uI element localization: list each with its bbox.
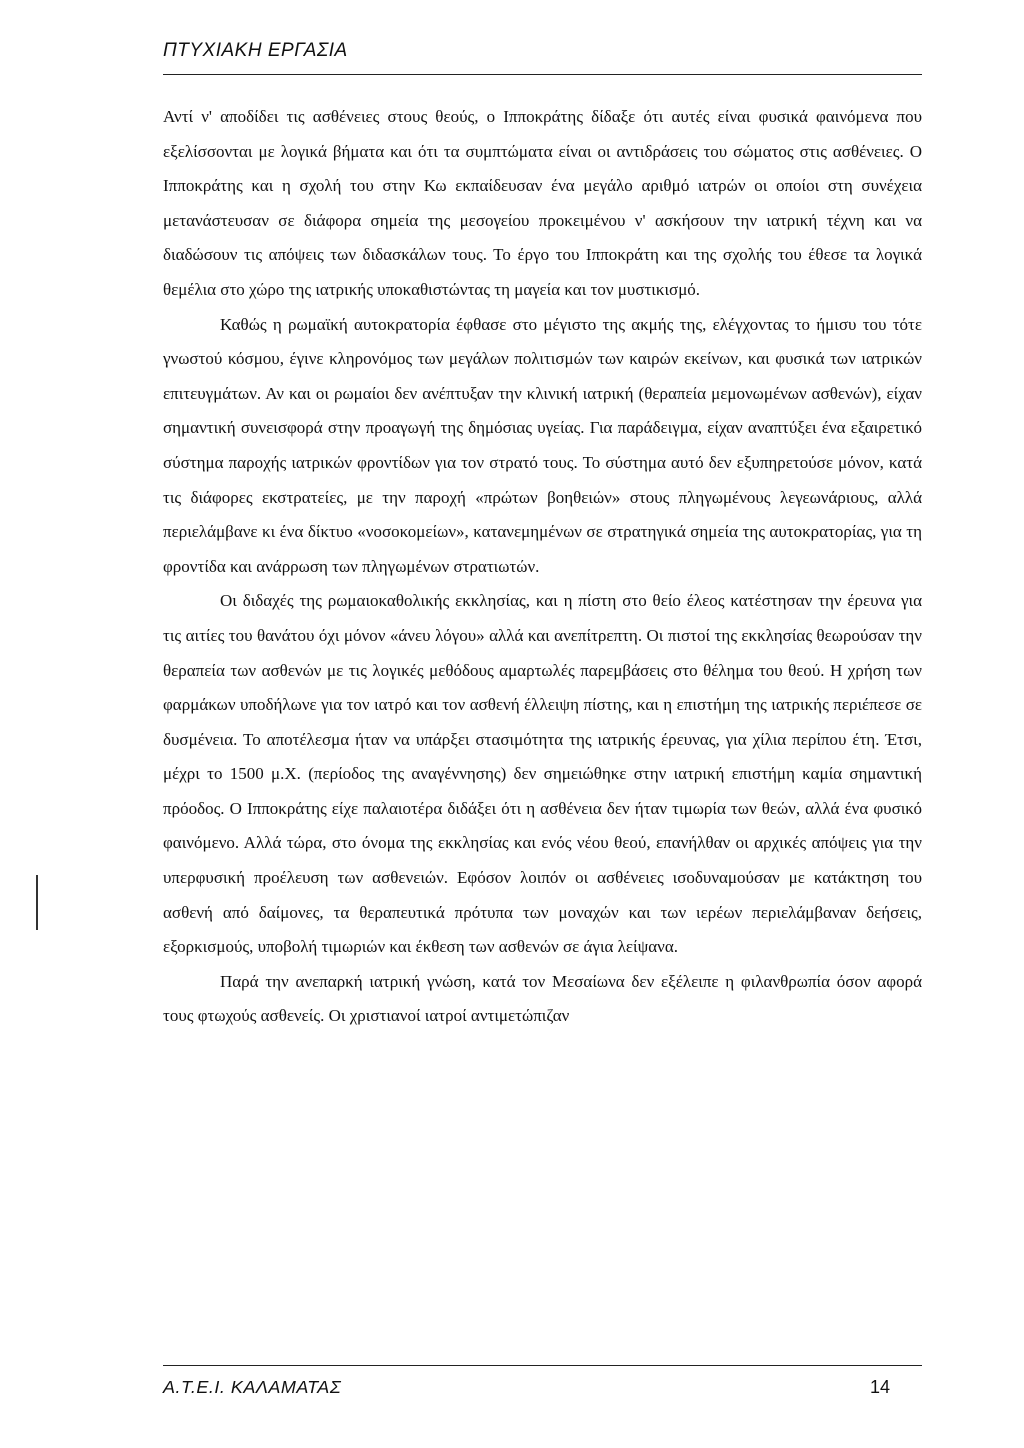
page-header-title: ΠΤΥΧΙΑΚΗ ΕΡΓΑΣΙΑ bbox=[163, 40, 348, 61]
footer-rule bbox=[163, 1365, 922, 1366]
paragraph: Καθώς η ρωμαϊκή αυτοκρατορία έφθασε στο μέγιστο της ακμής της, ελέγχοντας το ήμισυ του τότε γνωστού κόσμου, έγινε κληρονόμος των μεγάλων πολιτισμών των καιρών εκείνων, και φυσικά των ιατρικών επιτευγμάτων. Αν και οι ρωμαίοι δεν ανέπτυξαν την κλινική ιατρική (θεραπεία μεμονωμένων ασθενών), είχαν σημαντική συνεισφορά στην προαγωγή της δημόσιας υγείας. Για παράδειγμα, είχαν αναπτύξει ένα εξαιρετικό σύστημα παροχής ιατρικών φροντίδων για τον στρατό τους. Το σύστημα αυτό δεν εξυπηρετούσε μόνον, κατά τις διάφορες εκστρατείες, με την παροχή «πρώτων βοηθειών» στους πληγωμένους λεγεωνάριους, αλλά περιελάμβανε κι ένα δίκτυο «νοσοκομείων», κατανεμημένων σε στρατηγικά σημεία της αυτοκρατορίας, για τη φροντίδα και ανάρρωση των πληγωμένων στρατιωτών. bbox=[163, 314, 922, 576]
header-rule bbox=[163, 74, 922, 75]
change-bar bbox=[36, 875, 38, 930]
page-body bbox=[163, 100, 922, 1034]
page-number: 14 bbox=[870, 1377, 891, 1397]
paragraph: Αντί ν' αποδίδει τις ασθένειες στους θεούς, ο Ιπποκράτης δίδαξε ότι αυτές είναι φυσικά φαινόμενα που εξελίσσονται με λογικά βήματα και ότι τα συμπτώματα είναι οι αντιδράσεις του σώματος στις ασθένειες. Ο Ιπποκράτης και η σχολή του στην Κω εκπαίδευσαν ένα μεγάλο αριθμό ιατρών οι οποίοι στη συνέχεια μετανάστευσαν σε διάφορα σημεία της μεσογείου προκειμένου ν' ασκήσουν την ιατρική τέχνη και να διαδώσουν τις απόψεις των διδασκάλων τους. Το έργο του Ιπποκράτη και της σχολής του έθεσε τα λογικά θεμέλια στο χώρο της ιατρικής υποκαθιστώντας τη μαγεία και τον μυστικισμό. bbox=[163, 107, 922, 299]
footer-institution: Α.Τ.Ε.Ι. ΚΑΛΑΜΑΤΑΣ bbox=[163, 1377, 342, 1397]
paragraph: Οι διδαχές της ρωμαιοκαθολικής εκκλησίας, και η πίστη στο θείο έλεος κατέστησαν την έρευνα για τις αιτίες του θανάτου όχι μόνον «άνευ λόγου» αλλά και ανεπίτρεπτη. Οι πιστοί της εκκλησίας θεωρούσαν την θεραπεία των ασθενών με τις λογικές μεθόδους αμαρτωλές παρεμβάσεις στο θέλημα του θεού. Η χρήση των φαρμάκων υποδήλωνε για τον ιατρό και τον ασθενή έλλειψη πίστης, και η επιστήμη της ιατρικής περιέπεσε σε δυσμένεια. Το αποτέλεσμα ήταν να υπάρξει στασιμότητα της ιατρικής έρευνας, για χίλια περίπου έτη. Έτσι, μέχρι το 1500 μ.Χ. (περίοδος της αναγέννησης) δεν σημειώθηκε στην ιατρική επιστήμη καμία σημαντική πρόοδος. Ο Ιπποκράτης είχε παλαιοτέρα διδάξει ότι η ασθένεια δεν ήταν τιμωρία των θεών, αλλά ένα φυσικό φαινόμενο. Αλλά τώρα, στο όνομα της εκκλησίας και ενός νέου θεού, επανήλθαν οι αρχικές απόψεις για την υπερφυσική προέλευση των ασθενειών. Εφόσον λοιπόν οι ασθένειες ισοδυναμούσαν με κατάκτηση του ασθενή από δαίμονες, τα θεραπευτικά πρότυπα των μοναχών και των ιερέων περιελάμβαναν δεήσεις, εξορκισμούς, υποβολή τιμωριών και έκθεση των ασθενών σε άγια λείψανα. bbox=[163, 591, 922, 957]
paragraph: Παρά την ανεπαρκή ιατρική γνώση, κατά τον Μεσαίωνα δεν εξέλειπε η φιλανθρωπία όσον αφορά τους φτωχούς ασθενείς. Οι χριστιανοί ιατροί αντιμετώπιζαν bbox=[163, 971, 922, 1026]
